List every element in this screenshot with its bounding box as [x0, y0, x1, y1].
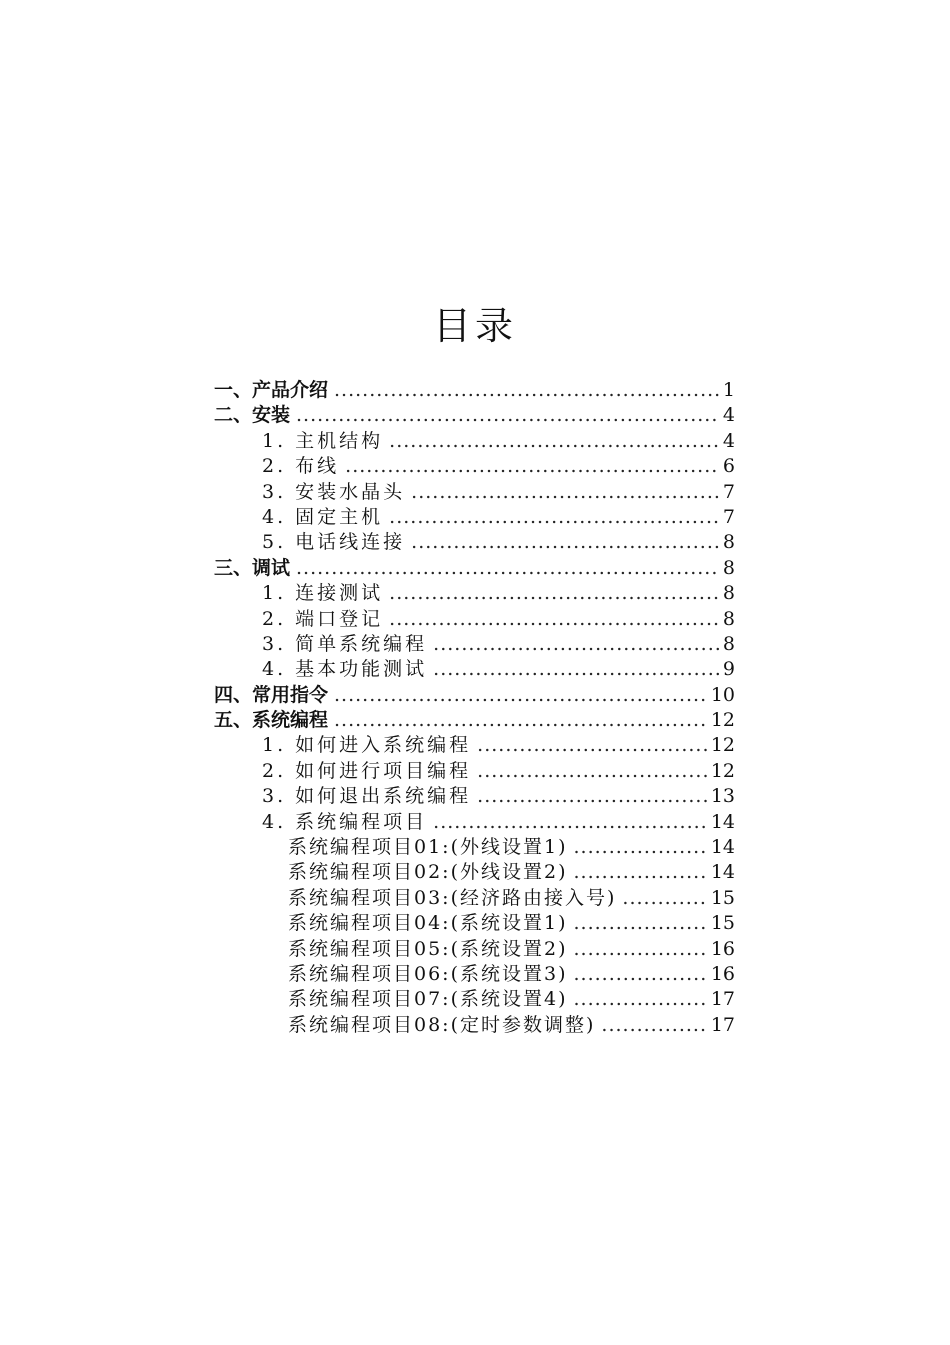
toc-entry-label: 系统编程项目01:(外线设置1) [288, 836, 568, 859]
toc-dot-leader [334, 708, 707, 733]
toc-entry[interactable] [214, 962, 735, 987]
toc-entry-label: 3. 安装水晶头 [262, 480, 406, 503]
toc-dot-leader [622, 886, 706, 911]
toc-entry-label: 二、安装 [214, 404, 291, 427]
toc-entry-label: 系统编程项目02:(外线设置2) [288, 861, 568, 884]
toc-page-number: 12 [710, 759, 735, 782]
toc-dot-leader [296, 403, 719, 428]
toc-dot-leader [334, 683, 707, 708]
toc-page-number: 16 [710, 962, 735, 985]
toc-dot-leader [334, 378, 719, 403]
toc-entry-label: 1. 主机结构 [262, 429, 384, 452]
toc-entry-label: 一、产品介绍 [214, 379, 329, 401]
toc-entry[interactable] [214, 378, 735, 403]
toc-page-number: 8 [722, 531, 735, 554]
toc-entry[interactable] [214, 911, 735, 936]
toc-page-number: 12 [710, 734, 735, 757]
toc-entry[interactable] [214, 581, 735, 606]
toc-entry[interactable] [214, 937, 735, 962]
toc-entry[interactable] [214, 733, 735, 758]
toc-page-number: 16 [710, 937, 735, 960]
toc-page-number: 8 [722, 582, 735, 605]
toc-dot-leader [601, 1013, 706, 1038]
toc-entry-label: 系统编程项目07:(系统设置4) [288, 988, 568, 1011]
toc-dot-leader [574, 835, 707, 860]
toc-entry-label: 3. 简单系统编程 [262, 632, 428, 655]
toc-entry[interactable] [214, 683, 735, 708]
toc-entry[interactable] [214, 403, 735, 428]
toc-page-number: 15 [710, 912, 735, 935]
toc-entry[interactable] [214, 860, 735, 885]
toc-entry[interactable] [214, 429, 735, 454]
toc-page-number: 17 [710, 1013, 735, 1036]
toc-page-number: 8 [722, 556, 735, 579]
toc-dot-leader [433, 810, 707, 835]
toc-entry-label: 4. 基本功能测试 [262, 658, 428, 681]
toc-entry[interactable] [214, 708, 735, 733]
toc-page-number: 15 [710, 886, 735, 909]
toc-page-number: 4 [722, 429, 735, 452]
toc-page-number: 1 [722, 379, 735, 401]
toc-page-number: 14 [710, 861, 735, 884]
toc-entry-label: 2. 端口登记 [262, 607, 384, 630]
toc-page-number: 10 [710, 683, 735, 706]
toc-dot-leader [389, 429, 719, 454]
toc-entry-label: 5. 电话线连接 [262, 531, 406, 554]
toc-entry-label: 五、系统编程 [214, 709, 329, 732]
toc-entry-label: 3. 如何退出系统编程 [262, 785, 472, 808]
toc-page-number: 14 [710, 810, 735, 833]
page-title: 目录 [432, 304, 517, 348]
toc-entry-label: 2. 布线 [262, 455, 340, 478]
toc-entry[interactable] [214, 530, 735, 555]
toc-entry[interactable] [214, 1013, 735, 1038]
toc-entry[interactable] [214, 835, 735, 860]
toc-entry-label: 系统编程项目06:(系统设置3) [288, 962, 568, 985]
toc-page-number: 14 [710, 836, 735, 859]
toc-entry-label: 2. 如何进行项目编程 [262, 759, 472, 782]
toc-entry[interactable] [214, 632, 735, 657]
toc-dot-leader [477, 733, 707, 758]
toc-dot-leader [389, 581, 719, 606]
toc-entry[interactable] [214, 454, 735, 479]
toc-page-number: 6 [722, 455, 735, 478]
toc-entry-label: 三、调试 [214, 556, 291, 579]
toc-entry[interactable] [214, 657, 735, 682]
toc-page-number: 7 [722, 505, 735, 528]
toc-page-number: 9 [722, 658, 735, 681]
table-of-contents [214, 378, 735, 1038]
toc-entry[interactable] [214, 556, 735, 581]
toc-entry-label: 系统编程项目04:(系统设置1) [288, 912, 568, 935]
toc-page-number: 13 [710, 785, 735, 808]
toc-dot-leader [433, 657, 719, 682]
toc-page-number: 12 [710, 709, 735, 732]
toc-entry-label: 1. 连接测试 [262, 582, 384, 605]
toc-dot-leader [345, 454, 719, 479]
toc-entry-label: 系统编程项目08:(定时参数调整) [288, 1013, 596, 1036]
toc-dot-leader [433, 632, 719, 657]
toc-page-number: 4 [722, 404, 735, 427]
toc-entry-label: 1. 如何进入系统编程 [262, 734, 472, 757]
toc-page-number: 7 [722, 480, 735, 503]
toc-entry-label: 系统编程项目05:(系统设置2) [288, 937, 568, 960]
toc-entry[interactable] [214, 480, 735, 505]
toc-entry[interactable] [214, 886, 735, 911]
toc-dot-leader [389, 505, 719, 530]
toc-dot-leader [574, 987, 707, 1012]
toc-page-number: 17 [710, 988, 735, 1011]
toc-entry[interactable] [214, 759, 735, 784]
toc-entry-label: 系统编程项目03:(经济路由接入号) [288, 886, 617, 909]
toc-dot-leader [574, 937, 707, 962]
toc-dot-leader [574, 860, 707, 885]
toc-entry[interactable] [214, 607, 735, 632]
toc-dot-leader [389, 607, 719, 632]
toc-entry[interactable] [214, 810, 735, 835]
toc-entry[interactable] [214, 784, 735, 809]
toc-entry-label: 4. 固定主机 [262, 505, 384, 528]
toc-dot-leader [574, 962, 707, 987]
toc-dot-leader [574, 911, 707, 936]
toc-entry-label: 4. 系统编程项目 [262, 810, 428, 833]
toc-page-number: 8 [722, 632, 735, 655]
toc-dot-leader [411, 480, 719, 505]
toc-dot-leader [296, 556, 719, 581]
toc-dot-leader [477, 784, 707, 809]
toc-dot-leader [411, 530, 719, 555]
toc-entry[interactable] [214, 987, 735, 1012]
toc-entry[interactable] [214, 505, 735, 530]
toc-dot-leader [477, 759, 707, 784]
toc-entry-label: 四、常用指令 [214, 683, 329, 706]
toc-page-number: 8 [722, 607, 735, 630]
